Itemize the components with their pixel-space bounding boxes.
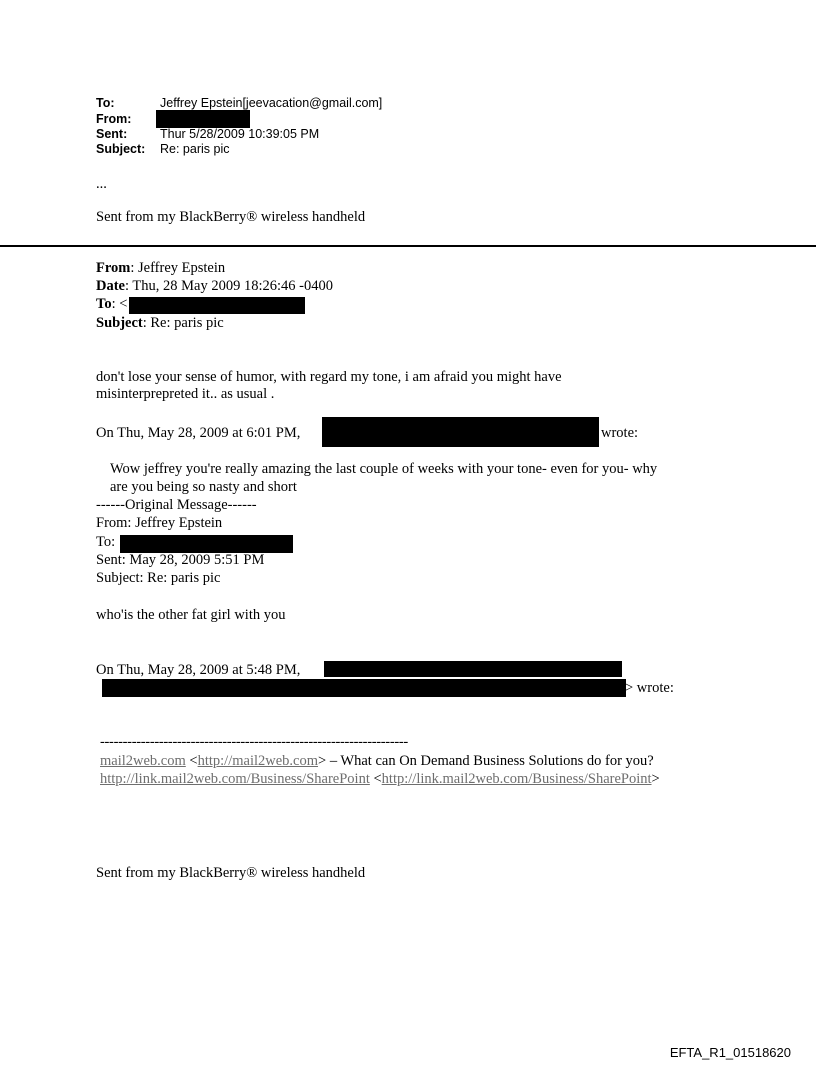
redaction-box bbox=[322, 417, 599, 447]
page-divider bbox=[0, 245, 816, 247]
redaction-box bbox=[102, 679, 626, 697]
footer-promo-text: > – What can On Demand Business Solutions do for you? bbox=[318, 753, 654, 769]
quoted-subject-label: Subject bbox=[96, 315, 143, 331]
quoted-date-value: : Thu, 28 May 2009 18:26:46 -0400 bbox=[125, 278, 333, 294]
orig-sent: Sent: May 28, 2009 5:51 PM bbox=[96, 552, 265, 568]
orig-from: From: Jeffrey Epstein bbox=[96, 515, 223, 531]
reply-line-2: are you being so nasty and short bbox=[110, 479, 297, 495]
wrote-text-1: wrote: bbox=[601, 425, 639, 441]
quoted-to-line bbox=[96, 296, 127, 313]
to-label: To: bbox=[96, 96, 115, 110]
quoted-date-line bbox=[96, 278, 333, 295]
quoted-from-line bbox=[96, 260, 225, 277]
footer-lt-2: < bbox=[369, 771, 382, 787]
footer-line-1 bbox=[100, 753, 654, 770]
subject-value: Re: paris pic bbox=[160, 142, 230, 156]
subject-label: Subject: bbox=[96, 142, 146, 156]
document-id: EFTA_R1_01518620 bbox=[669, 1045, 791, 1060]
footer-line-2 bbox=[100, 771, 660, 788]
footer-lt-1: < bbox=[185, 753, 198, 769]
message-line-2: misinterprepreted it.. as usual . bbox=[96, 386, 275, 402]
redaction-box bbox=[129, 297, 305, 314]
reply-line-1: Wow jeffrey you're really amazing the last couple of weeks with your tone- even for you- why bbox=[110, 461, 658, 477]
signature-bottom: Sent from my BlackBerry® wireless handheld bbox=[96, 865, 366, 881]
orig-subject: Subject: Re: paris pic bbox=[96, 570, 221, 586]
redaction-box bbox=[120, 535, 293, 553]
orig-body: who'is the other fat girl with you bbox=[96, 607, 286, 623]
sent-value: Thur 5/28/2009 10:39:05 PM bbox=[160, 127, 320, 141]
quoted-to-value: : < bbox=[111, 296, 128, 312]
sharepoint-link-2[interactable]: http://link.mail2web.com/Business/SharePoint bbox=[381, 771, 652, 787]
mail2web-link[interactable]: mail2web.com bbox=[100, 753, 186, 769]
redaction-box bbox=[324, 661, 622, 677]
quoted-subject-value: : Re: paris pic bbox=[142, 315, 224, 331]
on-date-line-2: On Thu, May 28, 2009 at 5:48 PM, bbox=[96, 662, 301, 678]
mail2web-url-link[interactable]: http://mail2web.com bbox=[197, 753, 319, 769]
to-value: Jeffrey Epstein[jeevacation@gmail.com] bbox=[160, 96, 383, 110]
from-label: From: bbox=[96, 112, 132, 126]
message-line-1: don't lose your sense of humor, with regard my tone, i am afraid you might have bbox=[96, 369, 562, 385]
quoted-subject-line bbox=[96, 315, 224, 332]
quoted-from-label: From bbox=[96, 260, 131, 276]
sharepoint-link-1[interactable]: http://link.mail2web.com/Business/SharePoint bbox=[100, 771, 370, 787]
orig-to: To: bbox=[96, 534, 116, 550]
signature-top: Sent from my BlackBerry® wireless handheld bbox=[96, 209, 366, 225]
dash-separator: -------------------------------------------------------------------- bbox=[100, 734, 408, 750]
ellipsis-text: ... bbox=[96, 176, 107, 192]
footer-gt: > bbox=[651, 771, 660, 787]
sent-label: Sent: bbox=[96, 127, 128, 141]
quoted-to-label: To bbox=[96, 296, 112, 312]
on-date-line-1: On Thu, May 28, 2009 at 6:01 PM, bbox=[96, 425, 301, 441]
redaction-box bbox=[156, 110, 250, 128]
original-message-header: ------Original Message------ bbox=[96, 497, 257, 513]
wrote-text-2: > wrote: bbox=[625, 680, 674, 696]
quoted-date-label: Date bbox=[96, 278, 125, 294]
quoted-from-value: : Jeffrey Epstein bbox=[130, 260, 226, 276]
